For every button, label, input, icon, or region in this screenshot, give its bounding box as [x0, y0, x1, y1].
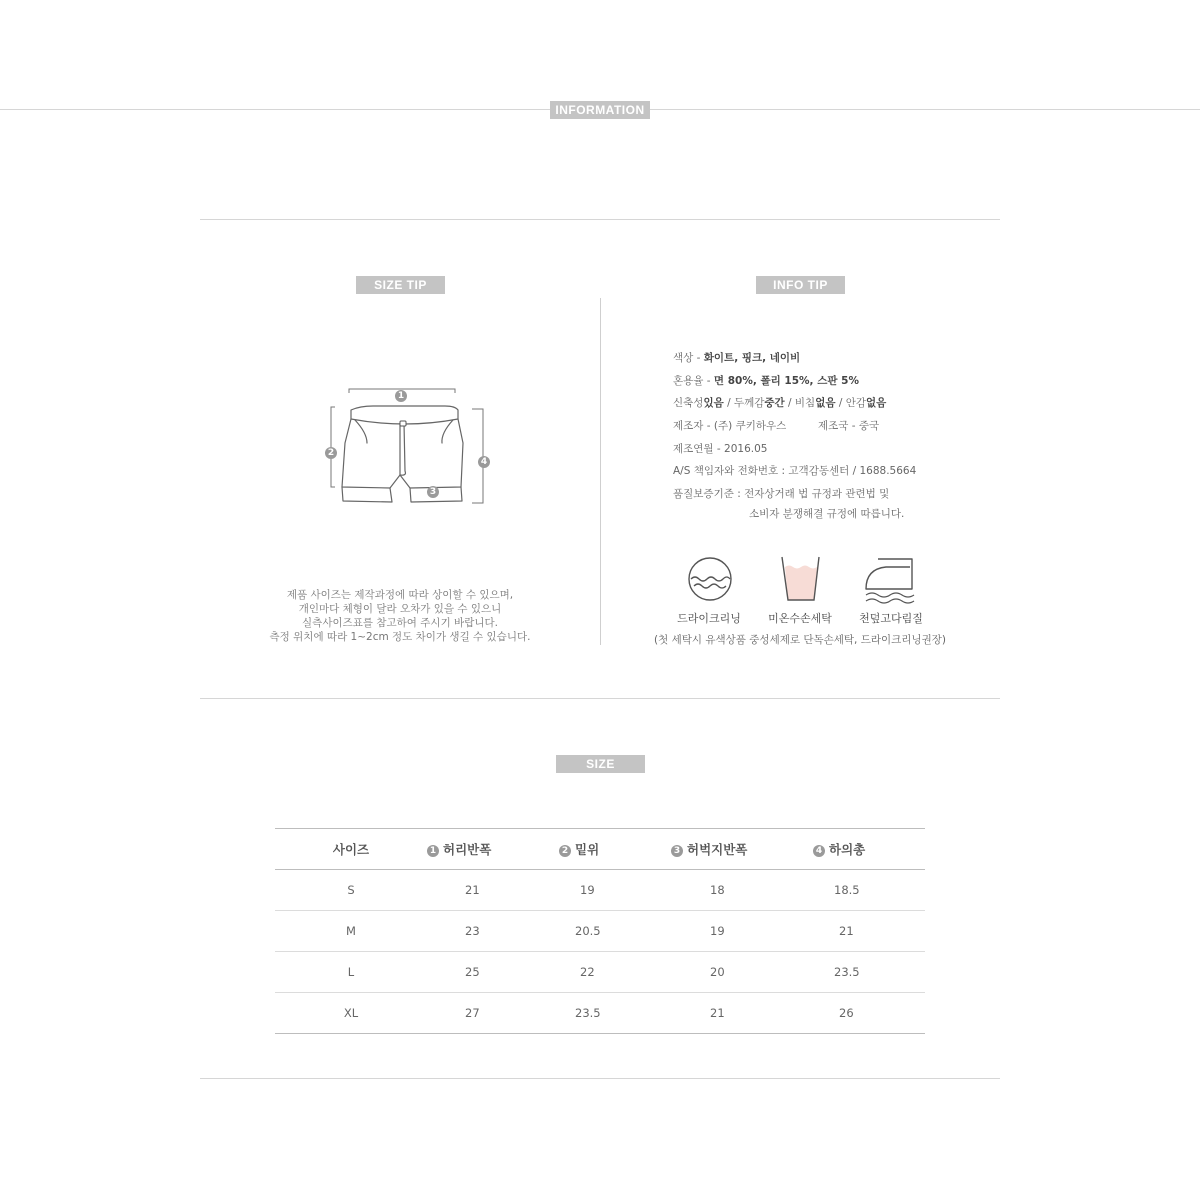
- table-row: [275, 993, 925, 1034]
- cell-rise: 22: [558, 952, 670, 993]
- care-note: (첫 세탁시 유색상품 중성세제로 단독손세탁, 드라이크리닝권장): [654, 634, 946, 646]
- information-tag: INFORMATION: [550, 101, 650, 119]
- size-table-header: [275, 829, 925, 870]
- size-note-1: 제품 사이즈는 제작과정에 따라 상이할 수 있으며,: [286, 589, 514, 601]
- cell-thigh: 20: [670, 952, 812, 993]
- cell-length: 26: [812, 993, 925, 1034]
- cell-thigh: 21: [670, 993, 812, 1034]
- cell-waist: 23: [427, 911, 558, 952]
- color-info: 색상 - 화이트, 핑크, 네이비: [673, 352, 801, 364]
- cell-waist: 27: [427, 993, 558, 1034]
- measure-marker-2: 2: [325, 441, 341, 460]
- header-size: 사이즈: [275, 829, 427, 870]
- header-rise: 2 밑위: [558, 829, 670, 870]
- cell-thigh: 19: [670, 911, 812, 952]
- country-info: 제조국 - 중국: [818, 420, 880, 432]
- cell-rise: 19: [558, 870, 670, 911]
- table-row: [275, 952, 925, 993]
- section-divider-middle: [200, 698, 1000, 699]
- cell-rise: 20.5: [558, 911, 670, 952]
- size-tip-tag: SIZE TIP: [356, 276, 445, 294]
- cell-size: XL: [275, 993, 427, 1034]
- header-thigh: 3 허벅지반폭: [670, 829, 812, 870]
- section-divider-top: [200, 219, 1000, 220]
- cell-thigh: 18: [670, 870, 812, 911]
- warranty-info-1: 품질보증기준 : 전자상거래 법 규정과 관련법 및: [673, 488, 890, 500]
- table-row: [275, 870, 925, 911]
- warranty-info-2: 소비자 분쟁해결 규정에 따릅니다.: [749, 508, 905, 520]
- measure-marker-3: 3: [427, 480, 443, 499]
- cell-length: 23.5: [812, 952, 925, 993]
- size-table: [275, 828, 925, 1034]
- size-note-2: 개인마다 체형이 달라 오차가 있을 수 있으니: [298, 603, 502, 615]
- size-note-3: 실측사이즈표를 참고하여 주시기 바랍니다.: [302, 617, 498, 629]
- size-tag: SIZE: [556, 755, 645, 773]
- table-row: [275, 911, 925, 952]
- fabric-properties: 신축성있음 / 두께감중간 / 비침없음 / 안감없음: [673, 397, 887, 409]
- column-divider: [600, 298, 601, 645]
- cell-length: 21: [812, 911, 925, 952]
- iron-with-cloth-icon: [862, 555, 918, 605]
- care-label-iron: 천덮고다림질: [859, 612, 923, 625]
- cell-size: L: [275, 952, 427, 993]
- date-info: 제조연월 - 2016.05: [673, 443, 768, 455]
- header-waist: 1 허리반폭: [427, 829, 558, 870]
- measure-marker-1: 1: [395, 384, 411, 403]
- as-info: A/S 책임자와 전화번호 : 고객감동센터 / 1688.5664: [673, 465, 917, 477]
- dry-cleaning-icon: [686, 555, 734, 603]
- care-label-dry-cleaning: 드라이크리닝: [677, 612, 741, 625]
- measure-marker-4: 4: [478, 450, 494, 469]
- lukewarm-hand-wash-icon: [779, 555, 821, 603]
- cell-waist: 25: [427, 952, 558, 993]
- cell-size: S: [275, 870, 427, 911]
- section-divider-bottom: [200, 1078, 1000, 1079]
- cell-waist: 21: [427, 870, 558, 911]
- care-label-hand-wash: 미온수손세탁: [768, 612, 832, 625]
- size-note-4: 측정 위치에 따라 1~2cm 정도 차이가 생길 수 있습니다.: [269, 631, 531, 643]
- cell-size: M: [275, 911, 427, 952]
- cell-rise: 23.5: [558, 993, 670, 1034]
- header-length: 4 하의총: [812, 829, 925, 870]
- maker-info: 제조자 - (주) 쿠키하우스: [673, 420, 787, 432]
- cell-length: 18.5: [812, 870, 925, 911]
- material-info: 혼용율 - 면 80%, 폴리 15%, 스판 5%: [673, 375, 859, 387]
- info-tip-tag: INFO TIP: [756, 276, 845, 294]
